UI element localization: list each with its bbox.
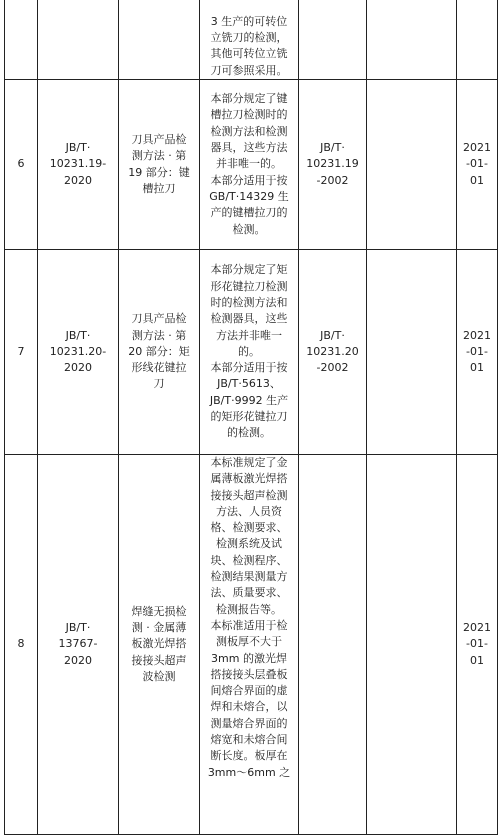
cell-line: 的。 — [238, 344, 260, 358]
standard-code — [38, 250, 119, 455]
cell-line: 刀 — [153, 377, 165, 391]
cell-line: 2021 — [463, 621, 491, 635]
cell-line: 测方法 · 第 — [131, 328, 187, 342]
cell-line: 并非唯一的。 — [216, 157, 282, 171]
cell-line: 本部分规定了矩 — [210, 263, 288, 277]
cell-line: 刀可参照采用。 — [210, 63, 288, 77]
cell-line: 立铣刀的检测， — [210, 31, 288, 45]
cell-line: 属薄板激光焊搭 — [210, 472, 288, 486]
cell-line: 01 — [470, 173, 484, 187]
cell-line: 10231.19- — [49, 157, 107, 171]
row-number — [5, 0, 38, 80]
cell-line: 刀具产品检 — [131, 132, 187, 146]
standard-name — [119, 80, 200, 250]
replaced-standard — [299, 250, 367, 455]
row-number: 6 — [5, 80, 38, 250]
standards-table — [4, 0, 498, 835]
cell-line: 检测器具，这些 — [210, 312, 288, 326]
row-number: 7 — [5, 250, 38, 455]
table-row — [5, 455, 498, 835]
cell-line: 10231.20 — [306, 344, 359, 358]
cell-line: 的检测。 — [227, 426, 271, 440]
cell-line: 检测报告等。 — [216, 602, 282, 616]
cell-line: 01 — [470, 653, 484, 667]
cell-line: 波检测 — [142, 669, 176, 683]
cell-line: 方法并非唯一 — [216, 328, 282, 342]
cell-line: JB/T· — [65, 328, 91, 342]
blank-cell — [367, 455, 457, 835]
cell-line: JB/T·5613、 — [217, 377, 281, 391]
cell-line: 19 部分：键 — [128, 165, 190, 179]
cell-line: 2020 — [64, 361, 92, 375]
cell-line: 焊和未熔合，以 — [210, 700, 288, 714]
standard-code — [38, 80, 119, 250]
effective-date — [457, 80, 498, 250]
standard-name — [119, 0, 200, 80]
cell-line: 格、检测要求、 — [210, 521, 288, 535]
blank-cell — [367, 80, 457, 250]
cell-line: 熔宽和未熔合间 — [210, 733, 288, 747]
cell-line: 槽拉刀 — [142, 181, 176, 195]
cell-line: 本部分规定了键 — [210, 92, 288, 106]
cell-line: 本标准规定了金 — [210, 456, 288, 469]
replaced-standard — [299, 80, 367, 250]
cell-line: 3 生产的可转位 — [210, 14, 288, 28]
cell-line: 法、质量要求、 — [210, 586, 288, 600]
standard-code — [38, 455, 119, 835]
cell-line: JB/T· — [65, 141, 91, 155]
replaced-standard — [299, 455, 367, 835]
cell-line: 断长度。板厚在 — [210, 749, 288, 763]
cell-line: 检测结果测量方 — [210, 570, 288, 584]
cell-line: JB/T· — [320, 141, 345, 155]
cell-line: 20 部分：矩 — [128, 344, 190, 358]
cell-line: 本标准适用于检 — [210, 618, 288, 632]
cell-line: -01- — [466, 157, 488, 171]
cell-line: 3mm～6mm 之 — [207, 765, 291, 779]
cell-line: 产的键槽拉刀的 — [210, 206, 288, 220]
standard-name — [119, 455, 200, 835]
cell-line: 2021 — [463, 141, 491, 155]
cell-line: 焊缝无损检 — [131, 604, 187, 618]
cell-line: 3mm 的激光焊 — [211, 651, 287, 665]
cell-line: 搭接接头层叠板 — [210, 667, 288, 681]
standard-description — [200, 250, 299, 455]
cell-line: 间熔合界面的虚 — [210, 684, 288, 698]
cell-line: 检测方法和检测 — [210, 124, 288, 138]
cell-line: 10231.19 — [306, 157, 359, 171]
cell-line: JB/T· — [320, 328, 345, 342]
replaced-standard — [299, 0, 367, 80]
cell-line: 板激光焊搭 — [131, 637, 187, 651]
cell-line: 2020 — [64, 653, 92, 667]
cell-line: 其他可转位立铣 — [210, 47, 288, 61]
cell-line: 13767- — [58, 637, 98, 651]
blank-cell — [367, 250, 457, 455]
cell-line: 刀具产品检 — [131, 312, 187, 326]
cell-line: 方法、人员资 — [216, 504, 282, 518]
cell-line: 本部分适用于按 — [210, 173, 288, 187]
cell-line: -2002 — [316, 173, 349, 187]
table-row — [5, 250, 498, 455]
effective-date — [457, 250, 498, 455]
standard-code — [38, 0, 119, 80]
cell-line: GB/T·14329 生 — [209, 189, 289, 203]
cell-line: JB/T·9992 生产 — [209, 393, 289, 407]
cell-line: -2002 — [316, 361, 349, 375]
cell-line: 检测系统及试 — [216, 537, 282, 551]
cell-line: 01 — [470, 361, 484, 375]
blank-cell — [367, 0, 457, 80]
cell-line: -01- — [466, 344, 488, 358]
standard-description — [200, 0, 299, 80]
cell-line: 接接头超声检测 — [210, 488, 288, 502]
cell-line: 2021 — [463, 328, 491, 342]
cell-line: 形花键拉刀检测 — [210, 279, 288, 293]
cell-line: 器具，这些方法 — [210, 141, 288, 155]
cell-line: 槽拉刀检测时的 — [210, 108, 288, 122]
effective-date — [457, 0, 498, 80]
cell-line: 10231.20- — [49, 344, 107, 358]
cell-line: 的矩形花键拉刀 — [210, 410, 288, 424]
effective-date — [457, 455, 498, 835]
standard-name — [119, 250, 200, 455]
cell-line: 检测。 — [232, 222, 266, 236]
cell-line: 本部分适用于按 — [210, 361, 288, 375]
cell-line: 测方法 · 第 — [131, 149, 187, 163]
cell-line: 时的检测方法和 — [210, 295, 288, 309]
cell-line: 接接头超声 — [131, 653, 187, 667]
cell-line: -01- — [466, 637, 488, 651]
row-number: 8 — [5, 455, 38, 835]
cell-line: 测量熔合界面的 — [210, 716, 288, 730]
cell-line: 2020 — [64, 173, 92, 187]
cell-line: JB/T· — [65, 621, 91, 635]
cell-line: 测 · 金属薄 — [131, 621, 187, 635]
cell-line: 块、检测程序、 — [210, 553, 288, 567]
standard-description — [200, 455, 299, 835]
cell-line: 测板厚不大于 — [216, 635, 282, 649]
cell-line: 形线花键拉 — [131, 361, 187, 375]
table-row — [5, 0, 498, 80]
table-row — [5, 80, 498, 250]
standard-description — [200, 80, 299, 250]
